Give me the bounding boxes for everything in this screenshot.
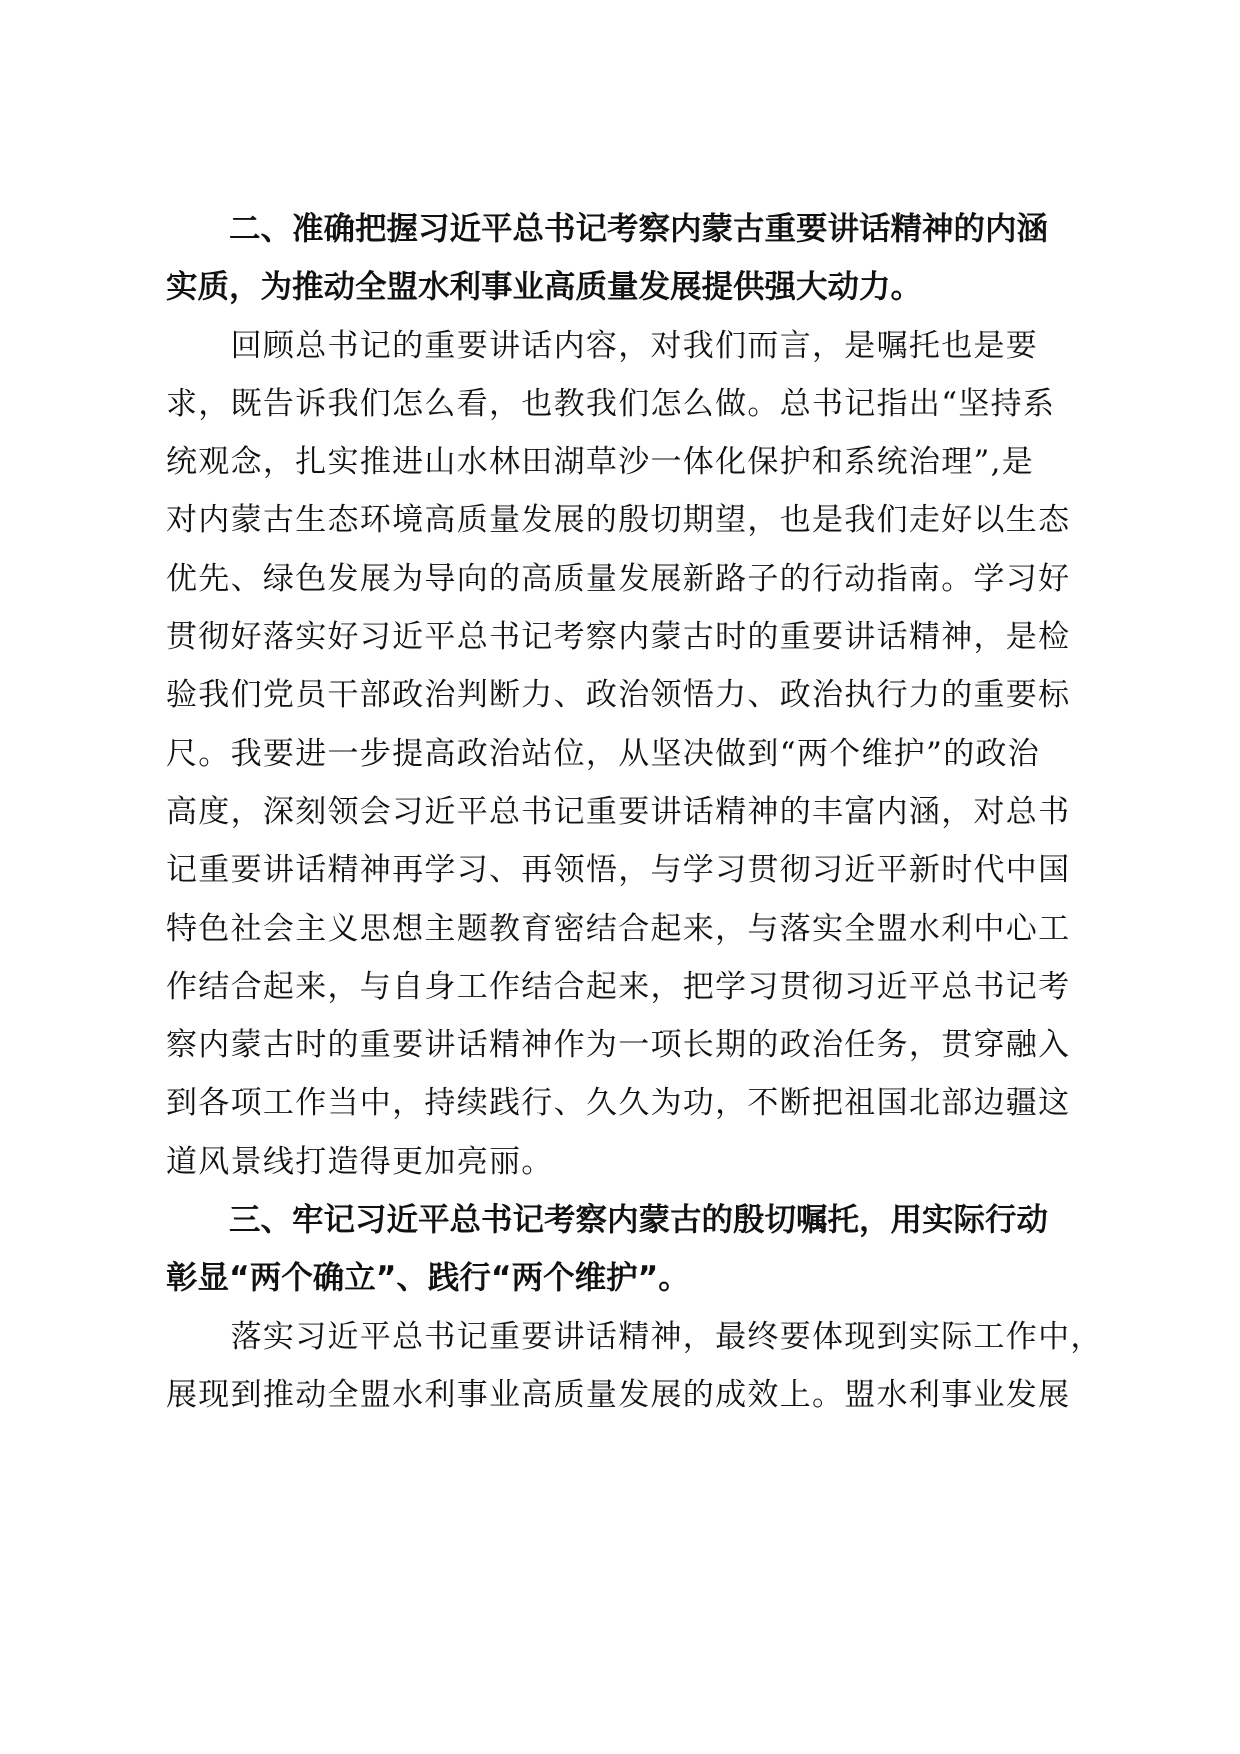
section-3-paragraph xyxy=(166,1308,1103,1425)
paragraph-line: 统观念，扎实推进山水林田湖草沙一体化保护和系统治理”,是 xyxy=(166,444,1035,481)
paragraph-line: 贯彻好落实好习近平总书记考察内蒙古时的重要讲话精神，是检 xyxy=(166,619,1071,656)
paragraph-line: 回顾总书记的重要讲话内容，对我们而言，是嘱托也是要 xyxy=(166,327,1039,364)
heading-line: 三、牢记习近平总书记考察内蒙古的殷切嘱托，用实际行动 xyxy=(166,1202,1049,1239)
paragraph-line: 高度，深刻领会习近平总书记重要讲话精神的丰富内涵，对总书 xyxy=(166,793,1071,830)
heading-line: 彰显“两个确立”、践行“两个维护”。 xyxy=(166,1260,690,1297)
paragraph-line: 察内蒙古时的重要讲话精神作为一项长期的政治任务，贯穿融入 xyxy=(166,1027,1071,1064)
paragraph-line: 道风景线打造得更加亮丽。 xyxy=(166,1143,554,1180)
document-page xyxy=(166,200,1103,1424)
paragraph-line: 特色社会主义思想主题教育密结合起来，与落实全盟水利中心工 xyxy=(166,910,1071,947)
paragraph-line: 对内蒙古生态环境高质量发展的殷切期望，也是我们走好以生态 xyxy=(166,502,1071,539)
paragraph-line: 求，既告诉我们怎么看，也教我们怎么做。总书记指出“坚持系 xyxy=(166,385,1056,422)
paragraph-line: 验我们党员干部政治判断力、政治领悟力、政治执行力的重要标 xyxy=(166,677,1071,714)
paragraph-line: 到各项工作当中，持续践行、久久为功，不断把祖国北部边疆这 xyxy=(166,1085,1071,1122)
section-2-heading xyxy=(166,200,1074,317)
heading-line: 实质，为推动全盟水利事业高质量发展提供强大动力。 xyxy=(166,269,923,306)
paragraph-line: 作结合起来，与自身工作结合起来，把学习贯彻习近平总书记考 xyxy=(166,968,1071,1005)
paragraph-line: 落实习近平总书记重要讲话精神，最终要体现到实际工作中， xyxy=(166,1318,1103,1355)
paragraph-line: 尺。我要进一步提高政治站位，从坚决做到“两个维护”的政治 xyxy=(166,735,1041,772)
paragraph-line: 优先、绿色发展为导向的高质量发展新路子的行动指南。学习好 xyxy=(166,560,1071,597)
heading-line: 二、准确把握习近平总书记考察内蒙古重要讲话精神的内涵 xyxy=(166,211,1049,247)
paragraph-line: 记重要讲话精神再学习、再领悟，与学习贯彻习近平新时代中国 xyxy=(166,852,1071,889)
section-2-paragraph xyxy=(166,317,1074,1191)
paragraph-line: 展现到推动全盟水利事业高质量发展的成效上。盟水利事业发展 xyxy=(166,1376,1071,1413)
section-3-heading xyxy=(166,1191,1074,1308)
